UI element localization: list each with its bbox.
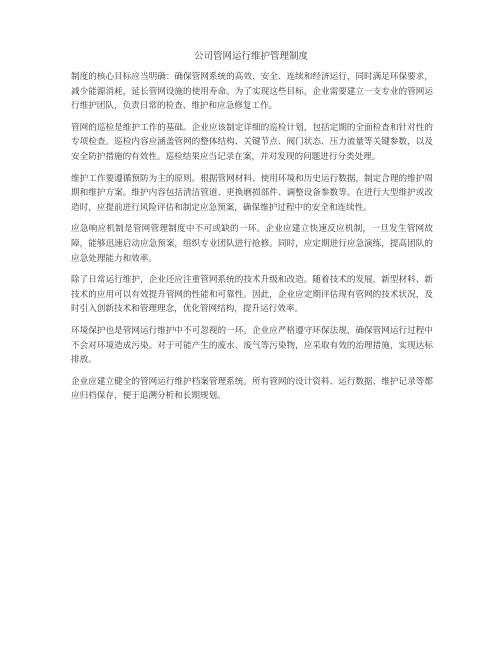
paragraph-3: 维护工作要遵循预防为主的原则。根据管网材料、使用环境和历史运行数据，制定合理的维护周期和维护方案。维护内容包括清洁管道、更换磨损部件、调整设备参数等。在进行大型维护或改造时，应提前进行风险评估和制定应急预案，确保维护过程中的安全和连续性。	[71, 173, 433, 213]
paragraph-1: 制度的核心目标应当明确：确保管网系统的高效、安全、连续和经济运行，同时满足环保要求，减少能源消耗，延长管网设施的使用寿命。为了实现这些目标，企业需要建立一支专业的管网运行维护团队，负责日常的检查、维护和应急修复工作。	[71, 72, 433, 112]
paragraph-5: 除了日常运行维护，企业还应注重管网系统的技术升级和改造。随着技术的发展，新型材料、新技术的应用可以有效提升管网的性能和可靠性。因此，企业应定期评估现有管网的技术状况，及时引入创新技术和管理理念，优化管网结构，提升运行效率。	[71, 275, 433, 315]
paragraph-7: 企业应建立健全的管网运行维护档案管理系统。所有管网的设计资料、运行数据、维护记录等都应归档保存，便于追溯分析和长期规划。	[71, 376, 433, 402]
paragraph-6: 环境保护也是管网运行维护中不可忽视的一环。企业应严格遵守环保法规，确保管网运行过程中不会对环境造成污染。对于可能产生的废水、废气等污染物，应采取有效的治理措施，实现达标排放。	[71, 325, 433, 366]
document-title: 公司管网运行维护管理制度	[193, 51, 308, 62]
paragraph-4: 应急响应机制是管网管理制度中不可或缺的一环。企业应建立快速反应机制，一旦发生管网故障，能够迅速启动应急预案，组织专业团队进行抢修。同时，应定期进行应急演练，提高团队的应急处理能力和效率。	[71, 224, 433, 264]
document-body	[71, 70, 433, 411]
paragraph-2: 管网的巡检是维护工作的基础。企业应该制定详细的巡检计划，包括定期的全面检查和针对性的专项检查。巡检内容应涵盖管网的整体结构、关键节点、阀门状态、压力流量等关键参数，以及安全防护措施的有效性。巡检结果应当记录在案，并对发现的问题进行分类处理。	[71, 122, 433, 162]
